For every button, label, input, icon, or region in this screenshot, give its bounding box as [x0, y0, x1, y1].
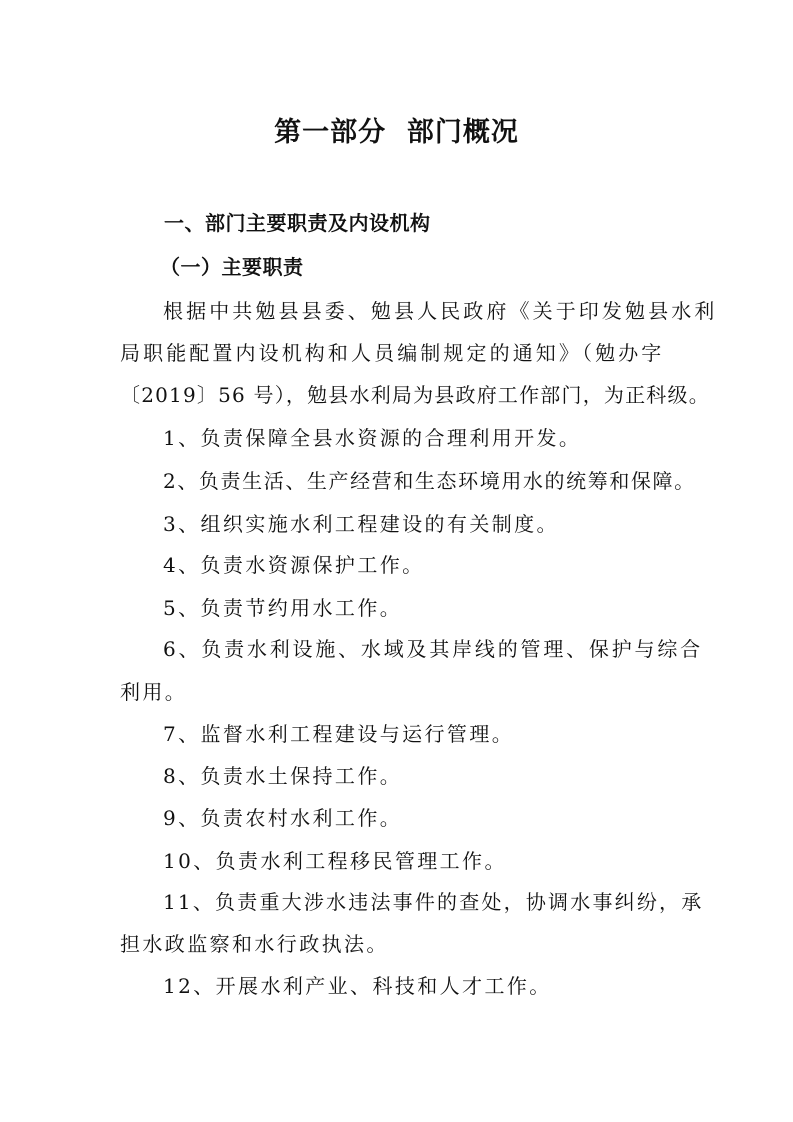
intro-line: 根据中共勉县县委、勉县人民政府《关于印发勉县水利	[163, 299, 718, 323]
duty-item: 3、组织实施水利工程建设的有关制度。	[163, 512, 559, 536]
duty-item: 12、开展水利产业、科技和人才工作。	[163, 974, 552, 998]
duty-item: 8、负责水土保持工作。	[163, 764, 403, 788]
duty-item: 1、负责保障全县水资源的合理利用开发。	[163, 426, 582, 450]
intro-line: 〔2019〕56 号），勉县水利局为县政府工作部门，为正科级。	[120, 383, 710, 407]
duty-item-continuation: 利用。	[120, 680, 188, 704]
page-title: 第一部分 部门概况	[274, 117, 519, 148]
duty-item: 4、负责水资源保护工作。	[163, 553, 425, 577]
subsection-heading: （一）主要职责	[160, 255, 304, 279]
section-heading: 一、部门主要职责及内设机构	[164, 211, 431, 235]
intro-line: 局职能配置内设机构和人员编制规定的通知》（勉办字	[120, 341, 665, 365]
duty-item: 2、负责生活、生产经营和生态环境用水的统筹和保障。	[163, 469, 696, 493]
duty-item: 11、负责重大涉水违法事件的查处，协调水事纠纷，承	[163, 890, 704, 914]
duty-item: 5、负责节约用水工作。	[163, 596, 403, 620]
duty-item: 10、负责水利工程移民管理工作。	[163, 849, 507, 873]
duty-item: 6、负责水利设施、水域及其岸线的管理、保护与综合	[163, 637, 703, 661]
duty-item: 9、负责农村水利工作。	[163, 806, 403, 830]
duty-item: 7、监督水利工程建设与运行管理。	[163, 722, 515, 746]
duty-item-continuation: 担水政监察和水行政执法。	[120, 932, 389, 956]
